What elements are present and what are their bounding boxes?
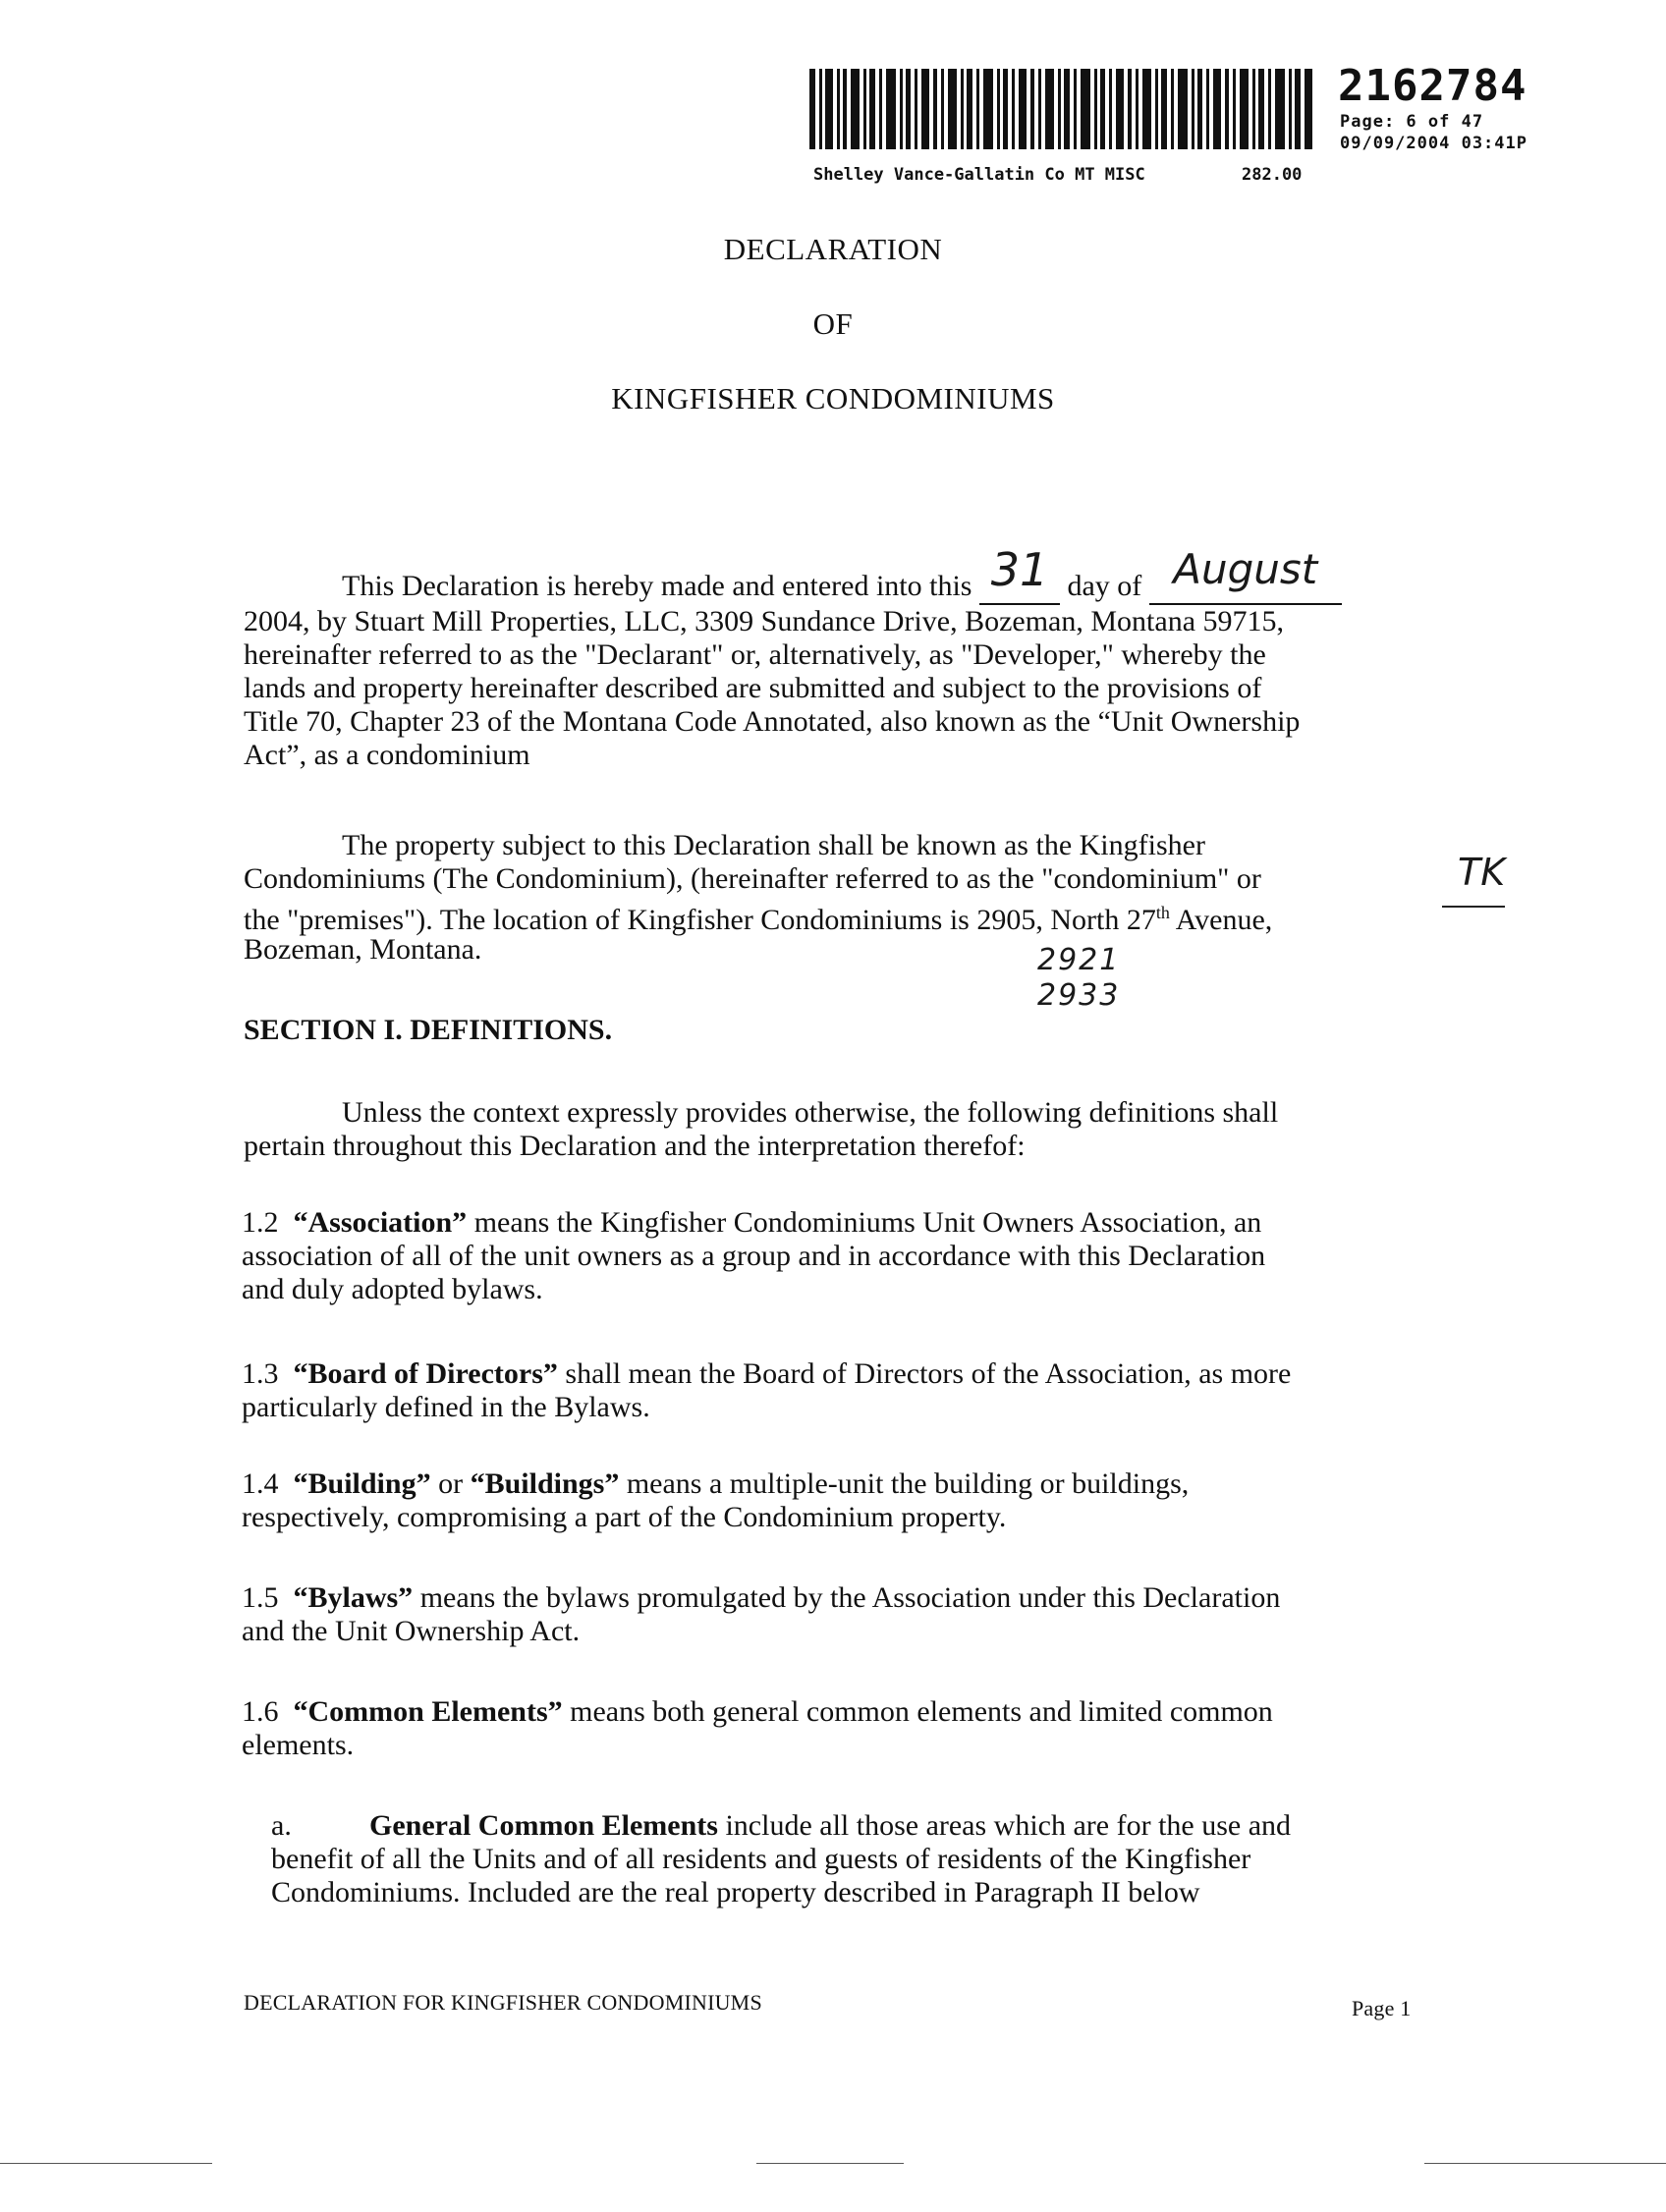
definition-term: “Board of Directors” [293, 1357, 558, 1390]
definition-or: or [430, 1467, 471, 1500]
scan-artifact-line [0, 2163, 212, 2164]
definition-number: 1.6 [242, 1695, 279, 1728]
intro-line-1-b: day of [1067, 570, 1142, 602]
definition-1-4-line-1 [242, 1467, 1189, 1501]
intro-line-2: 2004, by Stuart Mill Properties, LLC, 3309 Sundance Drive, Bozeman, Montana 59715, [244, 605, 1285, 637]
title-kingfisher: KINGFISHER CONDOMINIUMS [611, 381, 1055, 415]
address-handwritten-1: 2921 [1037, 943, 1121, 977]
section-intro-line-1: Unless the context expressly provides otherwise, the following definitions shall [342, 1096, 1279, 1129]
definition-1-5-line-1 [242, 1581, 1280, 1615]
definition-term: “Building” [293, 1467, 431, 1500]
definition-1-6-line-1 [242, 1695, 1273, 1729]
definition-text: means the Kingfisher Condominiums Unit Owners Association, an [467, 1206, 1262, 1239]
definition-number: 1.3 [242, 1357, 279, 1390]
title-of: OF [812, 306, 854, 341]
definition-1-4-line-2: respectively, compromising a part of the Condominium property. [242, 1501, 1007, 1533]
recording-fee: 282.00 [1242, 165, 1303, 185]
definition-1-6-a-line-1 [271, 1809, 1291, 1843]
address-handwritten-2: 2933 [1037, 978, 1121, 1013]
intro-line-1-a: This Declaration is hereby made and entered into this [342, 570, 972, 602]
barcode [809, 69, 1312, 149]
section-heading: SECTION I. DEFINITIONS. [244, 1014, 613, 1046]
section-intro-line-2: pertain throughout this Declaration and the interpretation therefof: [244, 1130, 1026, 1162]
initials-handwritten: TK [1458, 851, 1506, 894]
intro-line-1 [342, 543, 1342, 605]
definition-number: 1.4 [242, 1467, 279, 1500]
subitem-label: a. [271, 1809, 292, 1842]
definition-1-3-line-1 [242, 1357, 1291, 1391]
property-line-2: Condominiums (The Condominium), (hereinafter referred to as the "condominium" or [244, 862, 1261, 895]
definition-1-2-line-1 [242, 1206, 1261, 1240]
definition-1-6-a-line-2: benefit of all the Units and of all residents and guests of residents of the Kingfisher [271, 1843, 1251, 1875]
intro-line-6: Act”, as a condominium [244, 739, 530, 771]
title-declaration: DECLARATION [723, 232, 943, 266]
ordinal-suffix: th [1155, 903, 1170, 922]
definition-1-6-line-2: elements. [242, 1729, 355, 1761]
month-handwritten: August [1173, 545, 1318, 593]
month-blank [1149, 545, 1342, 605]
day-blank [979, 543, 1060, 605]
footer-title: DECLARATION FOR KINGFISHER CONDOMINIUMS [244, 1990, 762, 2015]
definition-text: include all those areas which are for the use and [717, 1809, 1292, 1842]
footer-page: Page 1 [1352, 1996, 1412, 2020]
day-handwritten: 31 [990, 543, 1049, 596]
document-number: 2162784 [1338, 61, 1527, 111]
definition-text: means both general common elements and limited common [562, 1695, 1273, 1728]
definition-number: 1.2 [242, 1206, 279, 1239]
scan-artifact-line [756, 2163, 904, 2164]
definition-number: 1.5 [242, 1581, 279, 1614]
definition-term: “Buildings” [470, 1467, 620, 1500]
definition-1-5-line-2: and the Unit Ownership Act. [242, 1615, 581, 1647]
definition-term: “Bylaws” [293, 1581, 414, 1614]
property-line-1: The property subject to this Declaration shall be known as the Kingfisher [342, 829, 1205, 861]
intro-line-3: hereinafter referred to as the "Declarant" or, alternatively, as "Developer," whereby the [244, 638, 1266, 671]
definition-1-2-line-2: association of all of the unit owners as a group and in accordance with this Declaration [242, 1240, 1266, 1272]
recorder-line: Shelley Vance-Gallatin Co MT MISC [813, 165, 1145, 185]
recorded-datetime: 09/09/2004 03:41P [1340, 134, 1527, 153]
definition-term: “Association” [293, 1206, 468, 1239]
property-line-3-b: Avenue, [1169, 904, 1273, 936]
definition-1-6-a-line-3: Condominiums. Included are the real property described in Paragraph II below [271, 1876, 1200, 1908]
initials-underline [1442, 906, 1505, 908]
intro-line-5: Title 70, Chapter 23 of the Montana Code Annotated, also known as the “Unit Ownership [244, 705, 1301, 738]
definition-term: General Common Elements [369, 1809, 718, 1842]
definition-text: means the bylaws promulgated by the Association under this Declaration [413, 1581, 1281, 1614]
scan-artifact-line [1424, 2163, 1666, 2164]
definition-1-3-line-2: particularly defined in the Bylaws. [242, 1391, 650, 1423]
definition-text: shall mean the Board of Directors of the Association, as more [557, 1357, 1292, 1390]
definition-1-2-line-3: and duly adopted bylaws. [242, 1273, 543, 1305]
property-line-3-a: the "premises"). The location of Kingfisher Condominiums is 2905, North 27 [244, 904, 1156, 936]
page-info: Page: 6 of 47 [1340, 112, 1484, 132]
definition-term: “Common Elements” [293, 1695, 563, 1728]
intro-line-4: lands and property hereinafter described are submitted and subject to the provisions of [244, 672, 1262, 704]
property-line-3 [244, 896, 1272, 937]
definition-text: means a multiple-unit the building or buildings, [619, 1467, 1190, 1500]
property-line-4: Bozeman, Montana. [244, 933, 482, 966]
